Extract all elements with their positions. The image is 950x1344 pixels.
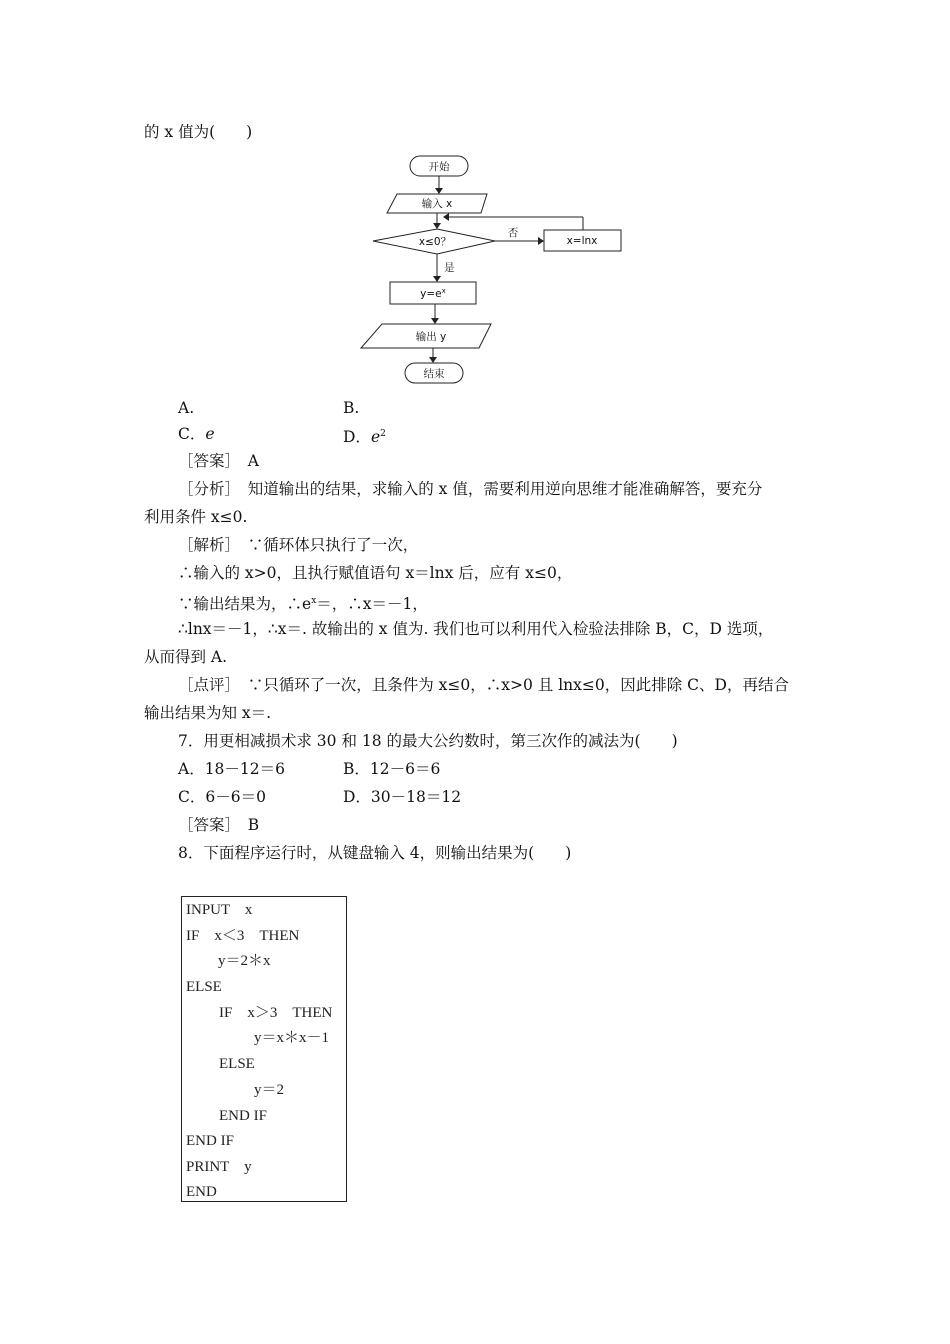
question7-option-c: C．6－6＝0 — [178, 788, 266, 806]
option-a: A. — [178, 399, 195, 417]
question7-option-d: D．30－18＝12 — [343, 788, 462, 806]
flowchart-yes-label: 是 — [444, 262, 455, 274]
code-line: y＝x＊x－1 — [254, 1030, 330, 1046]
solution-line-5: 从而得到 A. — [144, 648, 228, 666]
code-line: ELSE — [219, 1056, 255, 1072]
code-line: PRINT y — [186, 1159, 252, 1175]
flowchart-output-text: 输出 y — [415, 331, 447, 343]
flowchart — [355, 150, 635, 390]
question8-stem: 8．下面程序运行时，从键盘输入 4，则输出结果为( ) — [178, 844, 572, 862]
option-c: C．e — [178, 425, 215, 443]
flowchart-start-text: 开始 — [428, 161, 450, 173]
question6-stem-tail: 的 x 值为( ) — [144, 123, 253, 141]
option-b: B. — [343, 399, 360, 417]
flowchart-assign-text: x=lnx — [566, 235, 598, 247]
program-code-box — [181, 896, 347, 1202]
solution-line-1: ［解析］ ∵循环体只执行了一次， — [178, 536, 419, 554]
code-line: IF x＞3 THEN — [219, 1005, 333, 1021]
flowchart-no-label: 否 — [507, 227, 519, 239]
code-line: END IF — [186, 1133, 234, 1149]
analysis-line-2: 利用条件 x≤0. — [144, 508, 248, 526]
code-line: INPUT x — [186, 902, 253, 918]
answer-q6: ［答案］ A — [178, 452, 259, 470]
code-line: ELSE — [186, 979, 222, 995]
question7-stem: 7．用更相减损术求 30 和 18 的最大公约数时，第三次作的减法为( ) — [178, 732, 678, 750]
answer-q7: ［答案］ B — [178, 816, 260, 834]
question7-option-b: B．12－6＝6 — [343, 760, 441, 778]
flowchart-end-text: 结束 — [423, 368, 445, 380]
flowchart-input-text: 输入 x — [421, 198, 453, 210]
code-line: END IF — [219, 1108, 267, 1124]
flowchart-condition-text: x≤0？ — [418, 236, 452, 248]
code-line: y＝2 — [254, 1082, 285, 1098]
comment-line-2: 输出结果为知 x＝. — [144, 704, 272, 722]
code-line: IF x＜3 THEN — [186, 928, 300, 944]
flowchart-compute-text: $y=e^x$ — [420, 287, 446, 300]
solution-line-3: ∵输出结果为，$\therefore e^x=$，∴x＝－1， — [178, 595, 428, 613]
analysis-line-1: ［分析］ 知道输出的结果，求输入的 x 值，需要利用逆向思维才能准确解答，要充分 — [178, 480, 763, 498]
solution-line-2: ∴输入的 x>0，且执行赋值语句 x＝lnx 后，应有 x≤0， — [178, 564, 573, 582]
option-d: D．$e^2$ — [343, 428, 386, 446]
code-line: y＝2＊x — [218, 953, 271, 969]
solution-line-4: ∴lnx＝－1，∴x＝. 故输出的 x 值为. 我们也可以利用代入检验法排除 B，C，D 选项， — [178, 620, 774, 638]
code-line: END — [186, 1184, 217, 1200]
comment-line-1: ［点评］ ∵只循环了一次，且条件为 x≤0，∴x>0 且 lnx≤0，因此排除 C、D，再结合 — [178, 676, 789, 694]
question7-option-a: A．18－12＝6 — [178, 760, 286, 778]
